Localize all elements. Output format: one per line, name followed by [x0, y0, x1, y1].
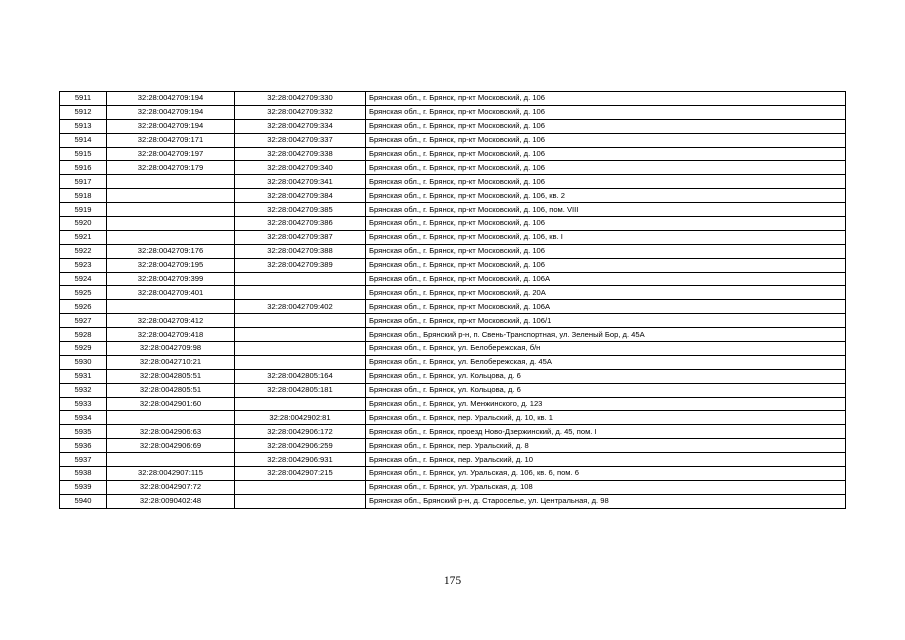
land-cadastral-number-cell: 32:28:0042709:176 [107, 244, 235, 258]
address-cell: Брянская обл., г. Брянск, пр-кт Московский, д. 106, кв. I [366, 230, 846, 244]
object-cadastral-number-cell: 32:28:0042709:389 [235, 258, 366, 272]
address-cell: Брянская обл., г. Брянск, пр-кт Московский, д. 106А [366, 272, 846, 286]
row-number-cell: 5911 [60, 92, 107, 106]
land-cadastral-number-cell: 32:28:0042901:60 [107, 397, 235, 411]
object-cadastral-number-cell: 32:28:0042805:181 [235, 383, 366, 397]
table-row [60, 119, 846, 133]
land-cadastral-number-cell [107, 411, 235, 425]
row-number-cell: 5918 [60, 189, 107, 203]
table-row [60, 161, 846, 175]
object-cadastral-number-cell [235, 272, 366, 286]
table-body [60, 92, 846, 509]
table-row [60, 230, 846, 244]
object-cadastral-number-cell: 32:28:0042709:386 [235, 217, 366, 231]
row-number-cell: 5920 [60, 217, 107, 231]
object-cadastral-number-cell: 32:28:0042709:387 [235, 230, 366, 244]
object-cadastral-number-cell: 32:28:0042709:337 [235, 133, 366, 147]
table-row [60, 369, 846, 383]
object-cadastral-number-cell [235, 397, 366, 411]
row-number-cell: 5923 [60, 258, 107, 272]
row-number-cell: 5913 [60, 119, 107, 133]
row-number-cell: 5924 [60, 272, 107, 286]
cadastral-table [59, 91, 846, 509]
table-row [60, 439, 846, 453]
address-cell: Брянская обл., г. Брянск, ул. Уральская, д. 106, кв. 6, пом. 6 [366, 467, 846, 481]
object-cadastral-number-cell [235, 355, 366, 369]
table-row [60, 342, 846, 356]
address-cell: Брянская обл., г. Брянск, проезд Ново-Дзержинский, д. 45, пом. I [366, 425, 846, 439]
object-cadastral-number-cell: 32:28:0042709:338 [235, 147, 366, 161]
land-cadastral-number-cell: 32:28:0042906:63 [107, 425, 235, 439]
table-row [60, 133, 846, 147]
row-number-cell: 5929 [60, 342, 107, 356]
land-cadastral-number-cell: 32:28:0042907:72 [107, 480, 235, 494]
row-number-cell: 5921 [60, 230, 107, 244]
address-cell: Брянская обл., г. Брянск, пр-кт Московский, д. 106 [366, 161, 846, 175]
table-row [60, 328, 846, 342]
row-number-cell: 5939 [60, 480, 107, 494]
row-number-cell: 5934 [60, 411, 107, 425]
object-cadastral-number-cell: 32:28:0042709:332 [235, 105, 366, 119]
address-cell: Брянская обл., г. Брянск, пр-кт Московский, д. 106 [366, 105, 846, 119]
table-row [60, 244, 846, 258]
land-cadastral-number-cell: 32:28:0090402:48 [107, 494, 235, 508]
row-number-cell: 5925 [60, 286, 107, 300]
row-number-cell: 5931 [60, 369, 107, 383]
land-cadastral-number-cell: 32:28:0042709:194 [107, 119, 235, 133]
land-cadastral-number-cell [107, 189, 235, 203]
row-number-cell: 5935 [60, 425, 107, 439]
table-row [60, 411, 846, 425]
address-cell: Брянская обл., г. Брянск, пр-кт Московский, д. 106 [366, 147, 846, 161]
object-cadastral-number-cell [235, 342, 366, 356]
row-number-cell: 5938 [60, 467, 107, 481]
row-number-cell: 5930 [60, 355, 107, 369]
row-number-cell: 5926 [60, 300, 107, 314]
object-cadastral-number-cell: 32:28:0042709:340 [235, 161, 366, 175]
row-number-cell: 5914 [60, 133, 107, 147]
land-cadastral-number-cell: 32:28:0042709:98 [107, 342, 235, 356]
table-row [60, 314, 846, 328]
address-cell: Брянская обл., г. Брянск, ул. Кольцова, д. 6 [366, 383, 846, 397]
address-cell: Брянская обл., Брянский р-н, п. Свень-Транспортная, ул. Зеленый Бор, д. 45А [366, 328, 846, 342]
table-row [60, 92, 846, 106]
address-cell: Брянская обл., г. Брянск, пр-кт Московский, д. 20А [366, 286, 846, 300]
table-row [60, 203, 846, 217]
table-row [60, 425, 846, 439]
table-row [60, 480, 846, 494]
address-cell: Брянская обл., г. Брянск, ул. Менжинского, д. 123 [366, 397, 846, 411]
row-number-cell: 5928 [60, 328, 107, 342]
row-number-cell: 5922 [60, 244, 107, 258]
land-cadastral-number-cell: 32:28:0042805:51 [107, 369, 235, 383]
row-number-cell: 5916 [60, 161, 107, 175]
land-cadastral-number-cell: 32:28:0042709:194 [107, 92, 235, 106]
table-row [60, 494, 846, 508]
row-number-cell: 5912 [60, 105, 107, 119]
row-number-cell: 5933 [60, 397, 107, 411]
object-cadastral-number-cell: 32:28:0042709:330 [235, 92, 366, 106]
object-cadastral-number-cell: 32:28:0042906:172 [235, 425, 366, 439]
land-cadastral-number-cell [107, 230, 235, 244]
land-cadastral-number-cell: 32:28:0042805:51 [107, 383, 235, 397]
address-cell: Брянская обл., г. Брянск, ул. Уральская, д. 108 [366, 480, 846, 494]
land-cadastral-number-cell: 32:28:0042709:194 [107, 105, 235, 119]
land-cadastral-number-cell: 32:28:0042906:69 [107, 439, 235, 453]
table-row [60, 175, 846, 189]
land-cadastral-number-cell: 32:28:0042710:21 [107, 355, 235, 369]
object-cadastral-number-cell: 32:28:0042709:384 [235, 189, 366, 203]
table-row [60, 189, 846, 203]
address-cell: Брянская обл., г. Брянск, пер. Уральский, д. 10, кв. 1 [366, 411, 846, 425]
address-cell: Брянская обл., г. Брянск, пр-кт Московский, д. 106, кв. 2 [366, 189, 846, 203]
land-cadastral-number-cell [107, 453, 235, 467]
row-number-cell: 5927 [60, 314, 107, 328]
table-row [60, 286, 846, 300]
table-row [60, 453, 846, 467]
object-cadastral-number-cell: 32:28:0042709:402 [235, 300, 366, 314]
address-cell: Брянская обл., г. Брянск, ул. Кольцова, д. 6 [366, 369, 846, 383]
table-row [60, 355, 846, 369]
object-cadastral-number-cell: 32:28:0042902:81 [235, 411, 366, 425]
object-cadastral-number-cell [235, 328, 366, 342]
object-cadastral-number-cell: 32:28:0042805:164 [235, 369, 366, 383]
object-cadastral-number-cell [235, 494, 366, 508]
address-cell: Брянская обл., г. Брянск, пр-кт Московский, д. 106 [366, 258, 846, 272]
table-row [60, 467, 846, 481]
table-row [60, 105, 846, 119]
address-cell: Брянская обл., Брянский р-н, д. Староселье, ул. Центральная, д. 98 [366, 494, 846, 508]
land-cadastral-number-cell [107, 203, 235, 217]
address-cell: Брянская обл., г. Брянск, пр-кт Московский, д. 106 [366, 92, 846, 106]
table-row [60, 397, 846, 411]
land-cadastral-number-cell: 32:28:0042907:115 [107, 467, 235, 481]
table-row [60, 272, 846, 286]
address-cell: Брянская обл., г. Брянск, пер. Уральский, д. 10 [366, 453, 846, 467]
table-row [60, 258, 846, 272]
address-cell: Брянская обл., г. Брянск, пр-кт Московский, д. 106 [366, 244, 846, 258]
land-cadastral-number-cell [107, 300, 235, 314]
object-cadastral-number-cell: 32:28:0042906:259 [235, 439, 366, 453]
table-row [60, 383, 846, 397]
row-number-cell: 5932 [60, 383, 107, 397]
address-cell: Брянская обл., г. Брянск, пер. Уральский, д. 8 [366, 439, 846, 453]
object-cadastral-number-cell: 32:28:0042906:931 [235, 453, 366, 467]
page-number: 175 [443, 575, 462, 587]
land-cadastral-number-cell: 32:28:0042709:197 [107, 147, 235, 161]
row-number-cell: 5936 [60, 439, 107, 453]
object-cadastral-number-cell [235, 480, 366, 494]
address-cell: Брянская обл., г. Брянск, пр-кт Московский, д. 106А [366, 300, 846, 314]
table-row [60, 217, 846, 231]
row-number-cell: 5917 [60, 175, 107, 189]
address-cell: Брянская обл., г. Брянск, пр-кт Московский, д. 106 [366, 133, 846, 147]
table-row [60, 147, 846, 161]
land-cadastral-number-cell [107, 217, 235, 231]
address-cell: Брянская обл., г. Брянск, пр-кт Московский, д. 106/1 [366, 314, 846, 328]
object-cadastral-number-cell [235, 286, 366, 300]
land-cadastral-number-cell: 32:28:0042709:412 [107, 314, 235, 328]
row-number-cell: 5940 [60, 494, 107, 508]
address-cell: Брянская обл., г. Брянск, пр-кт Московский, д. 106 [366, 175, 846, 189]
land-cadastral-number-cell [107, 175, 235, 189]
row-number-cell: 5937 [60, 453, 107, 467]
object-cadastral-number-cell: 32:28:0042709:385 [235, 203, 366, 217]
land-cadastral-number-cell: 32:28:0042709:401 [107, 286, 235, 300]
object-cadastral-number-cell [235, 314, 366, 328]
row-number-cell: 5915 [60, 147, 107, 161]
land-cadastral-number-cell: 32:28:0042709:171 [107, 133, 235, 147]
address-cell: Брянская обл., г. Брянск, пр-кт Московский, д. 106, пом. VIII [366, 203, 846, 217]
object-cadastral-number-cell: 32:28:0042709:388 [235, 244, 366, 258]
address-cell: Брянская обл., г. Брянск, пр-кт Московский, д. 106 [366, 217, 846, 231]
row-number-cell: 5919 [60, 203, 107, 217]
address-cell: Брянская обл., г. Брянск, ул. Белобережская, д. 45А [366, 355, 846, 369]
land-cadastral-number-cell: 32:28:0042709:399 [107, 272, 235, 286]
object-cadastral-number-cell: 32:28:0042907:215 [235, 467, 366, 481]
land-cadastral-number-cell: 32:28:0042709:179 [107, 161, 235, 175]
object-cadastral-number-cell: 32:28:0042709:334 [235, 119, 366, 133]
address-cell: Брянская обл., г. Брянск, пр-кт Московский, д. 106 [366, 119, 846, 133]
address-cell: Брянская обл., г. Брянск, ул. Белобережская, б/н [366, 342, 846, 356]
land-cadastral-number-cell: 32:28:0042709:195 [107, 258, 235, 272]
table-row [60, 300, 846, 314]
object-cadastral-number-cell: 32:28:0042709:341 [235, 175, 366, 189]
land-cadastral-number-cell: 32:28:0042709:418 [107, 328, 235, 342]
